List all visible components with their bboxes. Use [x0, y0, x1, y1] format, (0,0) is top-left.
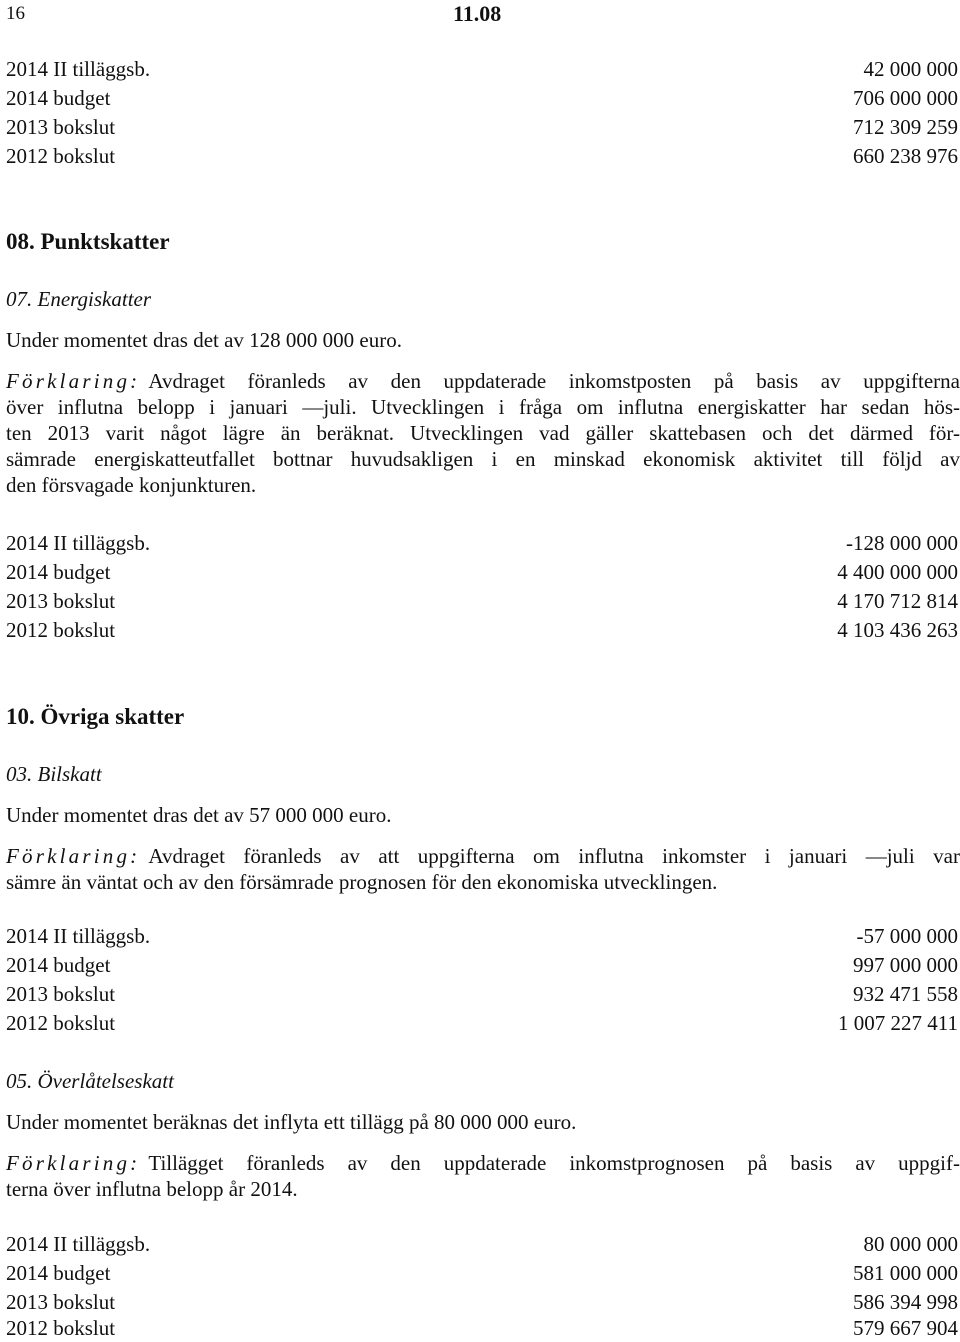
row-amount: 579 667 904 [853, 1316, 958, 1340]
table-row [6, 84, 958, 112]
table-row [6, 1009, 958, 1037]
row-label: 2014 budget [6, 953, 111, 977]
row-amount: 4 400 000 000 [837, 560, 958, 584]
table-row [6, 142, 958, 170]
paragraph-line: den försvagade konjunkturen. [6, 473, 257, 497]
subsection-statement: Under momentet beräknas det inflyta ett tillägg på 80 000 000 euro. [6, 1110, 577, 1134]
table-row [6, 616, 958, 644]
subsection-title-bilskatt: 03. Bilskatt [6, 762, 102, 786]
row-label: 2012 bokslut [6, 1011, 116, 1035]
paragraph-line: Förklaring: Avdraget föranleds av den uppdaterade inkomstposten på basis av uppgifterna [6, 369, 960, 393]
table-row [6, 1314, 958, 1342]
row-label: 2014 II tilläggsb. [6, 531, 151, 555]
row-amount: 4 170 712 814 [837, 589, 958, 613]
paragraph-line: terna över influtna belopp år 2014. [6, 1177, 298, 1201]
row-amount: 80 000 000 [863, 1232, 958, 1256]
row-amount: 660 238 976 [853, 144, 958, 168]
row-label: 2013 bokslut [6, 982, 116, 1006]
row-amount: 42 000 000 [863, 57, 958, 81]
row-amount: 712 309 259 [853, 115, 958, 139]
table-row [6, 980, 958, 1008]
table-row [6, 1288, 958, 1316]
table-row [6, 951, 958, 979]
explanation-label: Förklaring: [6, 369, 141, 393]
row-amount: -57 000 000 [856, 924, 958, 948]
row-label: 2014 budget [6, 86, 111, 110]
paragraph-line: ten 2013 varit något lägre än beräknat. Utvecklingen vad gäller skattebasen och det därmed för- [6, 421, 960, 445]
explanation-paragraph [6, 843, 960, 895]
row-label: 2012 bokslut [6, 144, 116, 168]
table-row [6, 922, 958, 950]
explanation-label: Förklaring: [6, 1151, 141, 1175]
row-label: 2014 II tilläggsb. [6, 924, 151, 948]
row-label: 2014 II tilläggsb. [6, 57, 151, 81]
row-label: 2013 bokslut [6, 589, 116, 613]
row-label: 2013 bokslut [6, 1290, 116, 1314]
row-label: 2014 budget [6, 560, 111, 584]
section-code: 11.08 [453, 1, 502, 26]
row-amount: 1 007 227 411 [838, 1011, 958, 1035]
row-label: 2014 II tilläggsb. [6, 1232, 151, 1256]
row-amount: 586 394 998 [853, 1290, 958, 1314]
table-row [6, 587, 958, 615]
section-heading-punktskatter: 08. Punktskatter [6, 229, 170, 254]
subsection-title-overlatelseskatt: 05. Överlåtelseskatt [6, 1069, 174, 1093]
paragraph-line: Förklaring: Tillägget föranleds av den uppdaterade inkomstprognosen på basis av uppgif- [6, 1151, 960, 1175]
paragraph-line: sämrade energiskatteutfallet bottnar huvudsakligen i en minskad ekonomisk aktivitet till följd av [6, 447, 960, 471]
row-amount: 997 000 000 [853, 953, 958, 977]
table-row [6, 529, 958, 557]
row-label: 2014 budget [6, 1261, 111, 1285]
explanation-paragraph [6, 1150, 960, 1202]
row-amount: 706 000 000 [853, 86, 958, 110]
explanation-paragraph [6, 368, 960, 498]
explanation-label: Förklaring: [6, 844, 141, 868]
paragraph-line: Förklaring: Avdraget föranleds av att uppgifterna om influtna inkomster i januari —juli var [6, 844, 960, 868]
row-amount: -128 000 000 [846, 531, 958, 555]
row-label: 2012 bokslut [6, 618, 116, 642]
paragraph-line: sämre än väntat och av den försämrade prognosen för den ekonomiska utvecklingen. [6, 870, 718, 894]
page-number: 16 [6, 3, 25, 24]
row-amount: 932 471 558 [853, 982, 958, 1006]
subsection-statement: Under momentet dras det av 57 000 000 euro. [6, 803, 392, 827]
row-label: 2012 bokslut [6, 1316, 116, 1340]
table-row [6, 55, 958, 83]
paragraph-line: över influtna belopp i januari —juli. Utvecklingen i fråga om influtna energiskatter har sedan hös- [6, 395, 960, 419]
table-row [6, 1230, 958, 1258]
section-heading-ovriga-skatter: 10. Övriga skatter [6, 704, 185, 729]
row-amount: 581 000 000 [853, 1261, 958, 1285]
table-row [6, 558, 958, 586]
subsection-statement: Under momentet dras det av 128 000 000 euro. [6, 328, 402, 352]
table-row [6, 113, 958, 141]
subsection-title-energiskatter: 07. Energiskatter [6, 287, 152, 311]
row-label: 2013 bokslut [6, 115, 116, 139]
table-row [6, 1259, 958, 1287]
row-amount: 4 103 436 263 [837, 618, 958, 642]
